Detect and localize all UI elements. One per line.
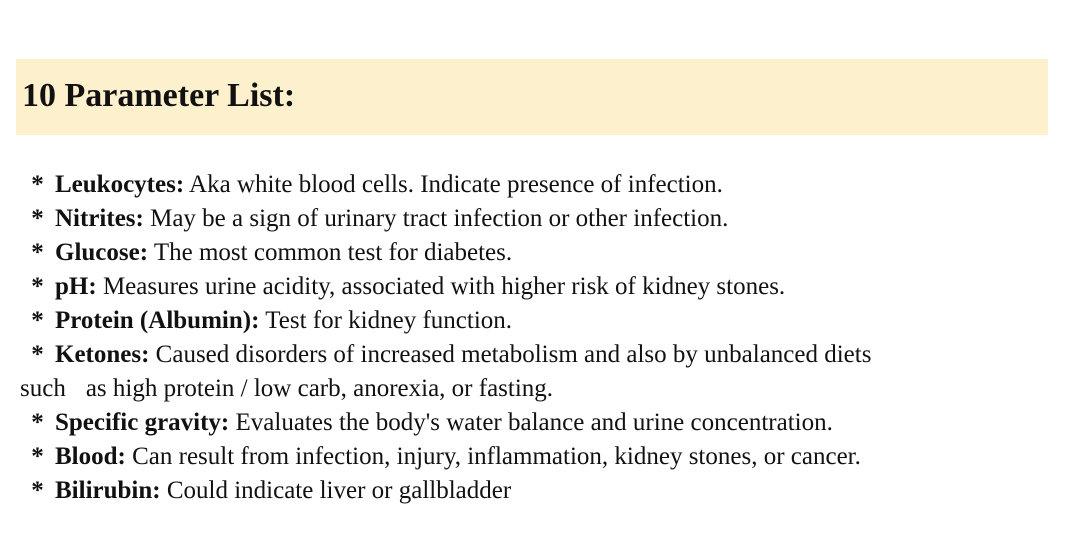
list-item-protein [20,304,1060,338]
list-item-ph [20,270,1060,304]
list-item-bilirubin [20,474,1060,508]
parameter-description: Measures urine acidity, associated with higher risk of kidney stones. [102,273,786,300]
parameter-description: Aka white blood cells. Indicate presence of infection. [189,171,723,198]
bullet-marker: * [31,171,44,198]
parameter-term: pH: [55,273,97,300]
parameter-list [20,168,1060,508]
page-title: 10 Parameter List: [22,77,296,114]
parameter-term: Protein (Albumin): [55,307,260,334]
list-item-glucose [20,236,1060,270]
parameter-description: Caused disorders of increased metabolism and also by unbalanced diets [155,341,872,368]
parameter-term: Specific gravity: [55,409,230,436]
list-item-nitrites [20,202,1060,236]
list-item-blood [20,440,1060,474]
parameter-description: May be a sign of urinary tract infection or other infection. [150,205,729,232]
parameter-description: Could indicate liver or gallbladder [166,477,512,504]
parameter-term: Nitrites: [55,205,144,232]
parameter-description-continued: as high protein / low carb, anorexia, or fasting. [85,375,554,402]
list-item-specific-gravity [20,406,1060,440]
list-item-ketones [20,338,1060,406]
bullet-marker: * [31,307,44,334]
bullet-marker: * [31,273,44,300]
parameter-term: Ketones: [55,341,150,368]
parameter-description: Can result from infection, injury, inflammation, kidney stones, or cancer. [132,443,861,470]
list-item-leukocytes [20,168,1060,202]
parameter-description-continued: such [20,375,66,402]
parameter-term: Bilirubin: [55,477,161,504]
bullet-marker: * [31,409,44,436]
parameter-term: Glucose: [55,239,149,266]
heading-band [16,59,1048,135]
parameter-term: Leukocytes: [55,171,185,198]
bullet-marker: * [31,205,44,232]
bullet-marker: * [31,341,44,368]
parameter-description: Evaluates the body's water balance and urine concentration. [235,409,833,436]
bullet-marker: * [31,477,44,504]
parameter-description: Test for kidney function. [265,307,513,334]
parameter-description: The most common test for diabetes. [153,239,513,266]
bullet-marker: * [31,443,44,470]
bullet-marker: * [31,239,44,266]
parameter-term: Blood: [55,443,126,470]
